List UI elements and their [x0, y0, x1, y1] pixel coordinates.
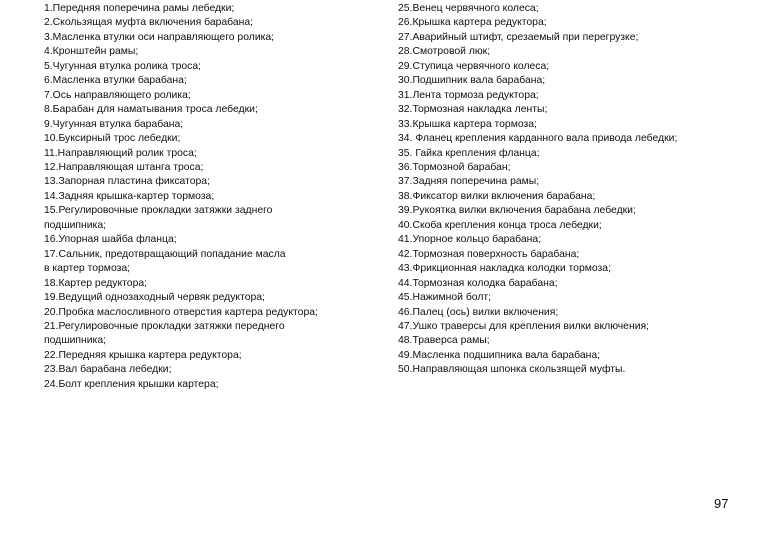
parts-list-item: 8.Барабан для наматывания троса лебедки;: [44, 104, 258, 116]
parts-list-item: 47.Ушко траверсы для крепления вилки включения;: [398, 320, 650, 332]
parts-list-item: 1.Передняя поперечина рамы лебедки;: [44, 3, 235, 14]
parts-list-item: 19.Ведущий однозаходный червяк редуктора;: [44, 292, 265, 304]
parts-list-item: 21.Регулировочные прокладки затяжки переднего подшипника;: [44, 320, 285, 347]
parts-list-item: 16.Упорная шайба фланца;: [44, 234, 177, 246]
parts-list-left-column: [44, 2, 344, 392]
parts-list-right-column: [398, 2, 743, 378]
parts-list-item: 4.Кронштейн рамы;: [44, 46, 139, 58]
page-number: 97: [714, 496, 729, 511]
parts-list-item: 12.Направляющая штанга троса;: [44, 161, 204, 173]
parts-list-item: 37.Задняя поперечина рамы;: [398, 176, 540, 188]
parts-list-item: 5.Чугунная втулка ролика троса;: [44, 60, 201, 72]
parts-list-item: 28.Смотровой люк;: [398, 46, 491, 58]
parts-list-item: 33.Крышка картера тормоза;: [398, 118, 537, 130]
parts-list-item: 30.Подшипник вала барабана;: [398, 75, 546, 87]
parts-list-item: 23.Вал барабана лебедки;: [44, 364, 172, 376]
parts-list-item: 13.Запорная пластина фиксатора;: [44, 176, 210, 188]
parts-list-item: 22.Передняя крышка картера редуктора;: [44, 349, 242, 361]
parts-list-item: 15.Регулировочные прокладки затяжки заднего подшипника;: [44, 205, 273, 231]
parts-list-item: 26.Крышка картера редуктора;: [398, 17, 547, 29]
parts-list-item: 9.Чугунная втулка барабана;: [44, 118, 184, 130]
parts-list-item: 45.Нажимной болт;: [398, 292, 492, 304]
parts-list-item: 50.Направляющая шпонка скользящей муфты.: [398, 364, 626, 376]
parts-list-item: 17.Сальник, предотвращающий попадание масла в картер тормоза;: [44, 248, 286, 275]
parts-list-item: 44.Тормозная колодка барабана;: [398, 277, 558, 289]
parts-list-item: 34. Фланец крепления карданного вала привода лебедки;: [398, 133, 678, 145]
parts-list-item: 42.Тормозная поверхность барабана;: [398, 248, 580, 260]
parts-list-item: 38.Фиксатор вилки включения барабана;: [398, 190, 596, 202]
parts-list-item: 48.Траверса рамы;: [398, 335, 490, 347]
parts-list-item: 43.Фрикционная накладка колодки тормоза;: [398, 263, 611, 275]
parts-list-item: 14.Задняя крышка-картер тормоза;: [44, 190, 215, 202]
parts-list-item: 40.Скоба крепления конца троса лебедки;: [398, 219, 602, 231]
parts-list-item: 49.Масленка подшипника вала барабана;: [398, 349, 601, 361]
parts-list-item: 39.Рукоятка вилки включения барабана лебедки;: [398, 205, 636, 217]
parts-list-item: 6.Масленка втулки барабана;: [44, 75, 187, 87]
parts-list-item: 29.Ступица червячного колеса;: [398, 60, 550, 72]
parts-list-item: 7.Ось направляющего ролика;: [44, 89, 191, 101]
parts-list-item: 36.Тормозной барабан;: [398, 161, 511, 173]
parts-list-item: 35. Гайка крепления фланца;: [398, 147, 540, 159]
parts-list-item: 31.Лента тормоза редуктора;: [398, 89, 539, 101]
parts-list-item: 32.Тормозная накладка ленты;: [398, 104, 548, 116]
parts-list-item: 24.Болт крепления крышки картера;: [44, 378, 219, 390]
parts-list-item: 27.Аварийный штифт, срезаемый при перегрузке;: [398, 31, 639, 43]
parts-list-item: 11.Направляющий ролик троса;: [44, 147, 197, 159]
parts-list-item: 18.Картер редуктора;: [44, 277, 148, 289]
parts-list-item: 2.Скользящая муфта включения барабана;: [44, 17, 254, 29]
parts-list-item: 41.Упорное кольцо барабана;: [398, 234, 542, 246]
parts-list-item: 10.Буксирный трос лебедки;: [44, 133, 181, 145]
parts-list-item: 46.Палец (ось) вилки включения;: [398, 306, 559, 318]
parts-list-item: 3.Масленка втулки оси направляющего ролика;: [44, 31, 275, 43]
parts-list-item: 25.Венец червячного колеса;: [398, 3, 539, 14]
parts-list-item: 20.Пробка маслосливного отверстия картера редуктора;: [44, 306, 318, 318]
